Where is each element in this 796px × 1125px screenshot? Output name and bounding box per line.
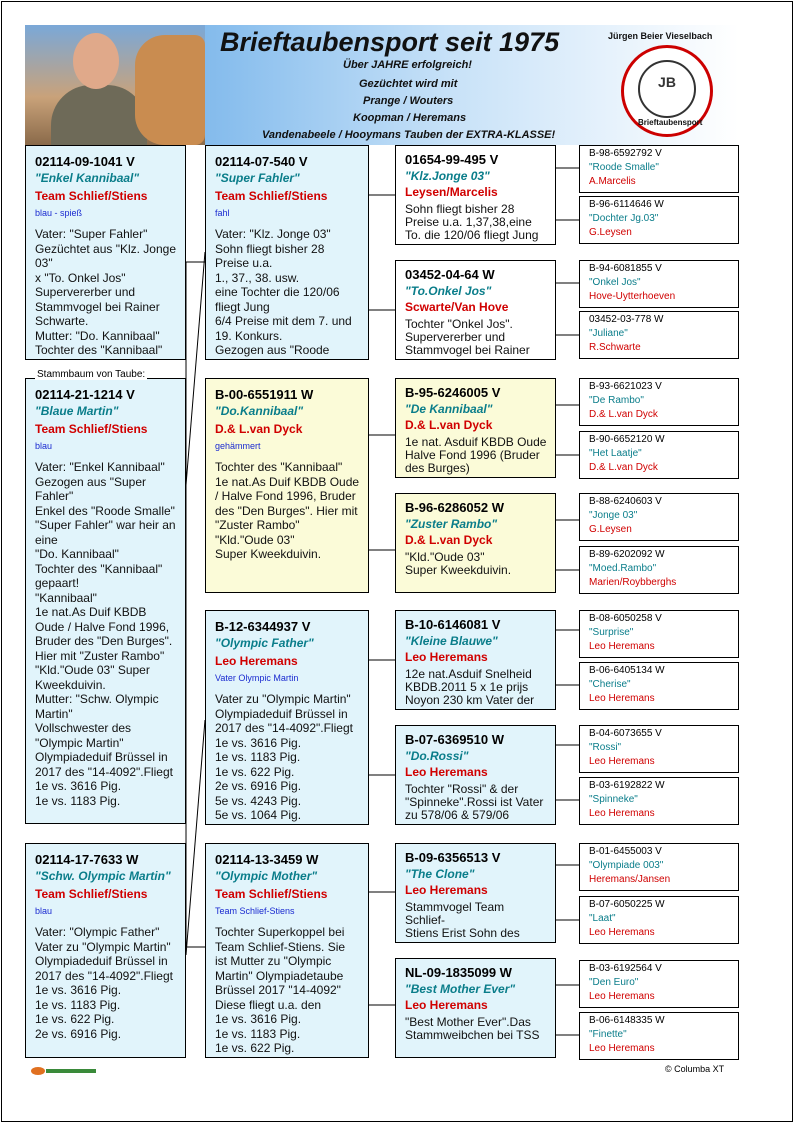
breeder-name: Leo Heremans [215, 654, 298, 668]
pigeon-name: "To.Onkel Jos" [405, 284, 492, 298]
pigeon-description: Tochter "Rossi" & der "Spinneke".Rossi ist Vater zu 578/06 & 579/06 [405, 782, 544, 822]
pigeon-mini-card[interactable] [579, 662, 739, 710]
breeder-name: Leo Heremans [589, 641, 655, 652]
pigeon-mini-card[interactable] [579, 777, 739, 825]
ring-number: NL-09-1835099 W [405, 965, 512, 980]
ring-number: 01654-99-495 V [405, 152, 499, 167]
pigeon-mini-card[interactable] [579, 493, 739, 541]
pigeon-mini-card[interactable] [579, 260, 739, 308]
ring-number: 03452-04-64 W [405, 267, 495, 282]
ring-number: B-96-6286052 W [405, 500, 504, 515]
ring-number: B-08-6050258 V [589, 613, 662, 624]
breeder-name: Leo Heremans [589, 756, 655, 767]
pigeon-description: "Best Mother Ever".Das Stammweibchen bei TSS [405, 1015, 540, 1042]
banner-line-4: Koopman / Heremans [353, 112, 467, 124]
breeder-name: Leo Heremans [405, 883, 488, 897]
pigeon-description: Tochter Superkoppel bei Team Schlief-Stiens. Sie ist Mutter zu "Olympic Martin" Olympiadetaube Brüssel 2017 "14-4092" Diese fliegt u.a. den 1e vs. 3616 Pig. 1e vs. 1183 Pig. 1e vs. 622 Pig. [215, 925, 346, 1055]
ring-number: B-95-6246005 V [405, 385, 501, 400]
pigeon-card-fm[interactable] [205, 378, 369, 593]
logo-initials: JB [658, 74, 676, 90]
pigeon-mini-card[interactable] [579, 1012, 739, 1060]
logo-text: Brieftaubensport [638, 118, 703, 127]
breeder-name: Team Schlief/Stiens [35, 189, 148, 203]
ring-number: B-07-6369510 W [405, 732, 504, 747]
pigeon-card-mf[interactable] [205, 610, 369, 825]
pigeon-card-g3-5[interactable] [395, 610, 556, 710]
pigeon-description: Vater: "Olympic Father" Vater zu "Olympic Martin" Olympiadeduif Brüssel in 2017 des "14-4092".Fliegt 1e vs. 3616 Pig. 1e vs. 1183 Pig. 1e vs. 622 Pig. 2e vs. 6916 Pig. [35, 925, 173, 1041]
breeder-name: Leo Heremans [589, 1043, 655, 1054]
banner-line-2: Gezüchtet wird mit [359, 78, 458, 90]
pigeon-description: Tochter des "Kannibaal" 1e nat.As Duif KBDB Oude / Halve Fond 1996, Bruder des "Den Burges". Hier mit "Zuster Rambo" "Kld."Oude 03" Super Kweekduivin. [215, 460, 360, 561]
breeder-name: R.Schwarte [589, 342, 641, 353]
pigeon-description: "Kld."Oude 03" Super Kweekduivin. [405, 550, 512, 577]
owner-name: Jürgen Beier Vieselbach [608, 31, 713, 41]
breeder-name: D.& L.van Dyck [589, 462, 658, 473]
pigeon-name: "Dochter Jg.03" [589, 213, 659, 224]
pigeon-name: "De Rambo" [589, 395, 644, 406]
breeder-name: Leo Heremans [405, 650, 488, 664]
breeder-name: Team Schlief/Stiens [35, 887, 148, 901]
breeder-name: Leo Heremans [589, 991, 655, 1002]
pigeon-mini-card[interactable] [579, 196, 739, 244]
ring-number: 02114-13-3459 W [215, 852, 319, 867]
pigeon-card-mother[interactable] [25, 843, 186, 1058]
pigeon-name: "The Clone" [405, 867, 475, 881]
ring-number: B-00-6551911 W [215, 387, 314, 402]
banner-line-5: Vandenabeele / Hooymans Tauben der EXTRA-KLASSE! [262, 129, 556, 141]
pigeon-name: "Schw. Olympic Martin" [35, 869, 171, 883]
pigeon-name: "Enkel Kannibaal" [35, 171, 140, 185]
pigeon-description: Stammvogel Team Schlief- Stiens Erist Sohn des [405, 900, 520, 940]
ring-number: B-98-6592792 V [589, 148, 662, 159]
pigeon-description: Vater: "Enkel Kannibaal" Gezogen aus "Super Fahler" Enkel des "Roode Smalle" "Super Fahler" war heir an eine "Do. Kannibaal" Tochter des "Kannibaal" gepaart! "Kannibaal" 1e nat.As Duif KBDB Oude / Halve Fond 1996, Bruder des "Den Burges". Hier mit "Zuster Rambo" "Kld."Oude 03" Super Kweekduivin. Mutter: "Schw. Olympic Martin" Vollschwester des "Olympic Martin" Olympiadeduif Brüssel in 2017 des "14-4092".Fliegt 1e vs. 3616 Pig. 1e vs. 1183 Pig. [35, 460, 176, 808]
ring-number: B-06-6405134 W [589, 665, 665, 676]
pigeon-card-g3-1[interactable] [395, 145, 556, 245]
pigeon-card-g3-8[interactable] [395, 958, 556, 1058]
pigeon-name: "Olympic Mother" [215, 869, 318, 883]
pigeon-name: "De Kannibaal" [405, 402, 493, 416]
pigeon-name: "Den Euro" [589, 977, 639, 988]
pigeon-card-g3-7[interactable] [395, 843, 556, 943]
breeder-name: D.& L.van Dyck [589, 409, 658, 420]
pedigree-of-label: Stammbaum von Taube: [37, 369, 146, 380]
ring-number: B-09-6356513 V [405, 850, 501, 865]
ring-number: B-96-6114646 W [589, 199, 664, 210]
breeder-name: D.& L.van Dyck [215, 422, 303, 436]
pigeon-card-main[interactable] [25, 378, 186, 824]
pigeon-name: "Laat" [589, 913, 616, 924]
ring-number: 02114-21-1214 V [35, 387, 135, 402]
pigeon-name: "Juliane" [589, 328, 628, 339]
pigeon-color: gehämmert [215, 441, 261, 451]
pigeon-name: "Do.Rossi" [405, 749, 469, 763]
pigeon-name: "Surprise" [589, 627, 634, 638]
breeder-name: Leo Heremans [405, 765, 488, 779]
pigeon-mini-card[interactable] [579, 610, 739, 658]
breeder-name: Leo Heremans [589, 808, 655, 819]
breeder-name: Leo Heremans [405, 998, 488, 1012]
pigeon-card-g3-3[interactable] [395, 378, 556, 478]
breeder-name: Team Schlief/Stiens [215, 189, 328, 203]
pigeon-card-g3-6[interactable] [395, 725, 556, 825]
ring-number: 02114-09-1041 V [35, 154, 135, 169]
pigeon-color: Team Schlief-Stiens [215, 906, 295, 916]
pigeon-color: blau [35, 441, 53, 451]
breeder-name: Leo Heremans [589, 927, 655, 938]
pigeon-name: "Jonge 03" [589, 510, 638, 521]
ring-number: B-93-6621023 V [589, 381, 662, 392]
ring-number: B-88-6240603 V [589, 496, 662, 507]
pigeon-card-father[interactable] [25, 145, 186, 360]
pigeon-name: "Spinneke" [589, 794, 638, 805]
breeder-name: G.Leysen [589, 524, 632, 535]
pigeon-name: "Klz.Jonge 03" [405, 169, 490, 183]
ring-number: B-90-6652120 W [589, 434, 665, 445]
ring-number: B-03-6192822 W [589, 780, 665, 791]
pigeon-mini-card[interactable] [579, 378, 739, 426]
breeder-name: D.& L.van Dyck [405, 533, 493, 547]
ring-number: B-01-6455003 V [589, 846, 662, 857]
pigeon-mini-card[interactable] [579, 725, 739, 773]
pigeon-mini-card[interactable] [579, 311, 739, 359]
breeder-name: Team Schlief/Stiens [35, 422, 148, 436]
pigeon-mini-card[interactable] [579, 431, 739, 479]
pigeon-name: "Rossi" [589, 742, 622, 753]
pigeon-mini-card[interactable] [579, 896, 739, 944]
pigeon-name: "Zuster Rambo" [405, 517, 498, 531]
ring-number: 02114-17-7633 W [35, 852, 139, 867]
pigeon-name: "Finette" [589, 1029, 627, 1040]
pigeon-name: "Super Fahler" [215, 171, 300, 185]
breeder-name: Hove-Uytterhoeven [589, 291, 676, 302]
pigeon-name: "Do.Kannibaal" [215, 404, 304, 418]
ring-number: B-12-6344937 V [215, 619, 311, 634]
pigeon-name: "Olympic Father" [215, 636, 314, 650]
pigeon-color: Vater Olympic Martin [215, 673, 299, 683]
pigeon-description: Tochter "Onkel Jos". Supervererber und Stammvogel bei Rainer [405, 317, 530, 357]
banner-title: Brieftaubensport seit 1975 [220, 27, 560, 57]
software-logo [30, 1066, 98, 1076]
pigeon-description: 12e nat.Asduif Snelheid KBDB.2011 5 x 1e prijs Noyon 230 km Vater der [405, 667, 535, 707]
ring-number: 03452-03-778 W [589, 314, 664, 325]
ring-number: 02114-07-540 V [215, 154, 308, 169]
pigeon-name: "Roode Smalle" [589, 162, 659, 173]
pigeon-description: Sohn fliegt bisher 28 Preise u.a. 1,37,38,eine To. die 120/06 fliegt Jung [405, 202, 539, 242]
copyright-text: © Columba XT [665, 1064, 725, 1074]
pigeon-mini-card[interactable] [579, 843, 739, 891]
banner-line-1: Über JAHRE erfolgreich! [343, 59, 472, 71]
pigeon-card-ff[interactable] [205, 145, 369, 360]
ring-number: B-03-6192564 V [589, 963, 662, 974]
pigeon-card-g3-2[interactable] [395, 260, 556, 360]
pigeon-name: "Cherise" [589, 679, 631, 690]
pigeon-color: blau - spieß [35, 208, 83, 218]
pigeon-name: "Moed.Rambo" [589, 563, 657, 574]
ring-number: B-07-6050225 W [589, 899, 665, 910]
pigeon-mini-card[interactable] [579, 145, 739, 193]
breeder-name: Leysen/Marcelis [405, 185, 498, 199]
pigeon-name: "Blaue Martin" [35, 404, 119, 418]
pigeon-color: fahl [215, 208, 230, 218]
breeder-name: D.& L.van Dyck [405, 418, 493, 432]
breeder-name: Team Schlief/Stiens [215, 887, 328, 901]
pigeon-mini-card[interactable] [579, 960, 739, 1008]
breeder-name: G.Leysen [589, 227, 632, 238]
ring-number: B-10-6146081 V [405, 617, 501, 632]
ring-number: B-89-6202092 W [589, 549, 665, 560]
ring-number: B-94-6081855 V [589, 263, 662, 274]
ring-number: B-04-6073655 V [589, 728, 662, 739]
pigeon-name: "Het Laatje" [589, 448, 642, 459]
breeder-name: Scwarte/Van Hove [405, 300, 509, 314]
breeder-name: Marien/Roybberghs [589, 577, 677, 588]
breeder-name: Heremans/Jansen [589, 874, 671, 885]
pigeon-mini-card[interactable] [579, 546, 739, 594]
pigeon-name: "Kleine Blauwe" [405, 634, 498, 648]
pigeon-color: blau [35, 906, 53, 916]
pigeon-description: Vater: "Klz. Jonge 03" Sohn fliegt bisher 28 Preise u.a. 1., 37., 38. usw. eine Tochter die 120/06 fliegt Jung 6/4 Preise mit dem 7. und 19. Konkurs. Gezogen aus "Roode [215, 227, 352, 357]
pigeon-name: "Olympiade 003" [589, 860, 664, 871]
pigeon-card-g3-4[interactable] [395, 493, 556, 593]
ring-number: B-06-6148335 W [589, 1015, 665, 1026]
pigeon-card-mm[interactable] [205, 843, 369, 1058]
pigeon-description: 1e nat. Asduif KBDB Oude Halve Fond 1996 (Bruder des Burges) [405, 435, 547, 475]
pigeon-name: "Onkel Jos" [589, 277, 641, 288]
pigeon-name: "Best Mother Ever" [405, 982, 516, 996]
pigeon-description: Vater: "Super Fahler" Gezüchtet aus "Klz. Jonge 03" x "To. Onkel Jos" Supervererber und Stammvogel bei Rainer Schwarte. Mutter: "Do. Kannibaal" Tochter des "Kannibaal" [35, 227, 177, 357]
breeder-name: Leo Heremans [589, 693, 655, 704]
pigeon-description: Vater zu "Olympic Martin" Olympiadeduif Brüssel in 2017 des "14-4092".Fliegt 1e vs. 3616 Pig. 1e vs. 1183 Pig. 1e vs. 622 Pig. 2e vs. 6916 Pig. 5e vs. 4243 Pig. 5e vs. 1064 Pig. [215, 692, 353, 822]
banner-line-3: Prange / Wouters [363, 95, 454, 107]
breeder-name: A.Marcelis [589, 176, 636, 187]
